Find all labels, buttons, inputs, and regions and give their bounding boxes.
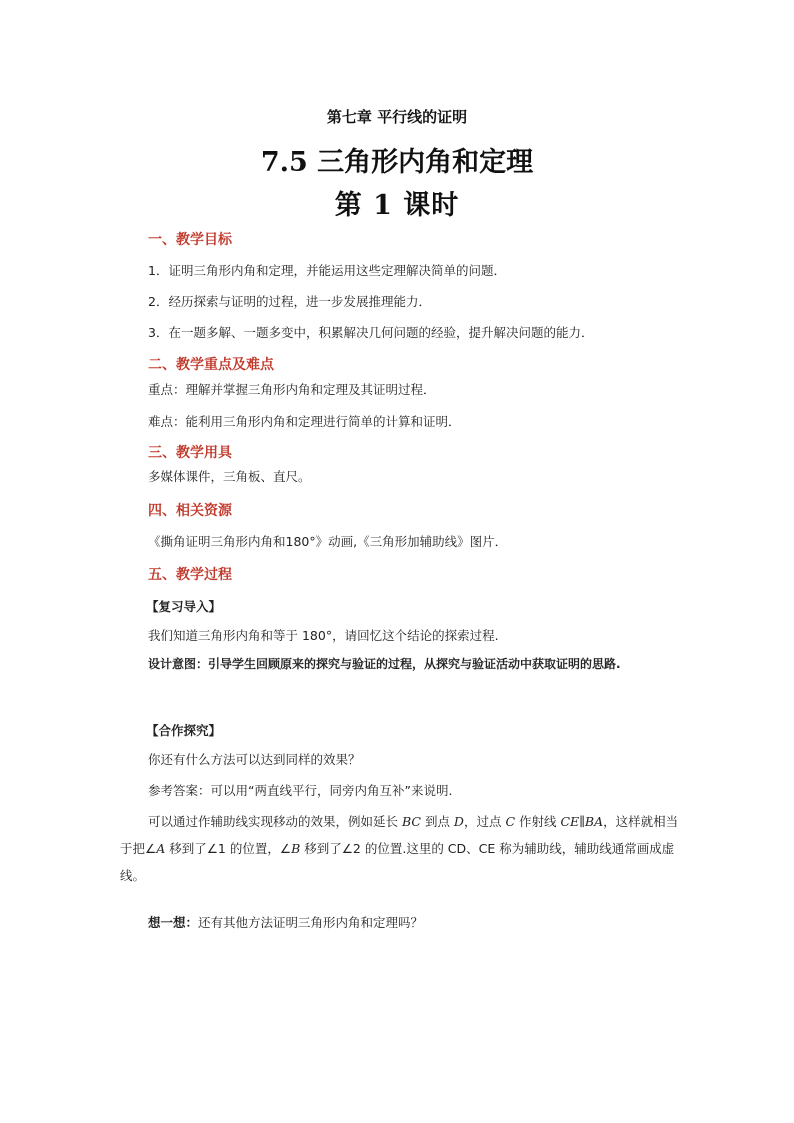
objective-item-1: 1．证明三角形内角和定理，并能运用这些定理解决简单的问题． <box>148 263 506 278</box>
objective-item-2: 2．经历探索与证明的过程，进一步发展推理能力． <box>148 294 431 309</box>
section-heading-process: 五、教学过程 <box>148 567 232 583</box>
think-text: 还有其他方法证明三角形内角和定理吗？ <box>198 915 424 930</box>
lesson-title: 7.5 三角形内角和定理 <box>260 147 534 178</box>
auxiliary-line-paragraph: 可以通过作辅助线实现移动的效果，例如延长 BC 到点 D，过点 C 作射线 CE∥BA，这样就相当于把∠A 移到了∠1 的位置，∠B 移到了∠2 的位置.这里的 CD、CE 称为辅助线，辅助线通常画成虚线。 <box>120 814 679 883</box>
review-text: 我们知道三角形内角和等于 180°，请回忆这个结论的探索过程. <box>148 628 499 643</box>
section-heading-key-points: 二、教学重点及难点 <box>148 357 274 373</box>
section-heading-objectives: 一、教学目标 <box>148 232 232 248</box>
difficult-point-text: 难点：能利用三角形内角和定理进行简单的计算和证明． <box>148 414 461 429</box>
explore-label: 【合作探究】 <box>146 723 222 738</box>
think-prompt <box>148 913 423 931</box>
section-heading-resources: 四、相关资源 <box>148 503 232 519</box>
design-intent-note: 设计意图：引导学生回顾原来的探究与验证的过程，从探究与验证活动中获取证明的思路. <box>148 657 621 671</box>
tools-text: 多媒体课件，三角板、直尺。 <box>148 469 311 484</box>
chapter-heading: 第七章 平行线的证明 <box>326 108 468 126</box>
key-point-text: 重点：理解并掌握三角形内角和定理及其证明过程． <box>148 382 436 397</box>
explore-question: 你还有什么方法可以达到同样的效果？ <box>148 752 361 767</box>
section-heading-tools: 三、教学用具 <box>148 445 232 461</box>
explore-answer: 参考答案：可以用“两直线平行，同旁内角互补”来说明. <box>148 783 453 798</box>
lesson-period: 第 1 课时 <box>334 190 460 221</box>
think-label: 想一想： <box>148 915 199 930</box>
objective-item-3: 3．在一题多解、一题多变中，积累解决几何问题的经验，提升解决问题的能力． <box>148 325 594 340</box>
review-label: 【复习导入】 <box>146 599 222 614</box>
resources-text: 《撕角证明三角形内角和180°》动画,《三角形加辅助线》图片． <box>148 534 508 549</box>
